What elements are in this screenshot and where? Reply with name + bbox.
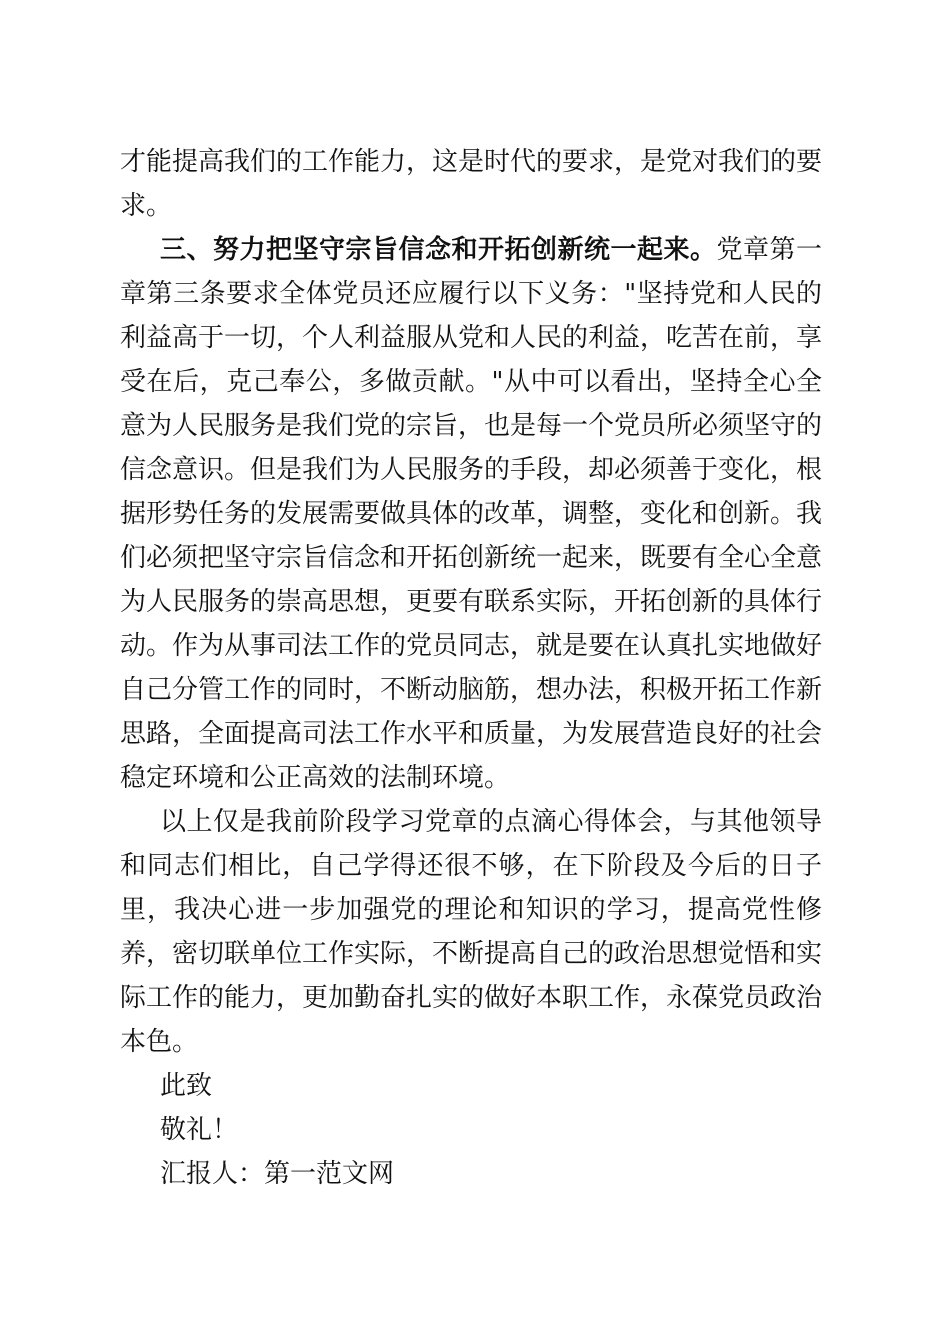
paragraph-text: 才能提高我们的工作能力，这是时代的要求，是党对我们的要求。 [120,147,823,221]
paragraph-text: 以上仅是我前阶段学习党章的点滴心得体会，与其他领导和同志们相比，自己学得还很不够，在下阶段及今后的日子里，我决心进一步加强党的理论和知识的学习，提高党性修养，密切联单位工作实际，不断提高自己的政治思想觉悟和实际工作的能力，更加勤奋扎实的做好本职工作，永葆党员政治本色。 [120,807,823,1057]
section-heading: 三、努力把坚守宗旨信念和开拓创新统一起来。 [160,235,717,265]
paragraph-section-three [120,228,822,800]
document-page [120,140,822,1196]
closing-salutation: 此致 [160,1071,213,1101]
paragraph-conclusion [120,800,822,1064]
paragraph-text: 党章第一章第三条要求全体党员还应履行以下义务："坚持党和人民的利益高于一切，个人利益服从党和人民的利益，吃苦在前，享受在后，克己奉公，多做贡献。"从中可以看出，坚持全心全意为人民服务是我们党的宗旨，也是每一个党员所必须坚守的信念意识。但是我们为人民服务的手段，却必须善于变化，根据形势任务的发展需要做具体的改革，调整，变化和创新。我们必须把坚守宗旨信念和开拓创新统一起来，既要有全心全意为人民服务的崇高思想，更要有联系实际，开拓创新的具体行动。作为从事司法工作的党员同志，就是要在认真扎实地做好自己分管工作的同时，不断动脑筋，想办法，积极开拓工作新思路，全面提高司法工作水平和质量，为发展营造良好的社会稳定环境和公正高效的法制环境。 [120,235,823,793]
paragraph-continuation [120,140,822,228]
closing-signature: 汇报人：第一范文网 [160,1159,395,1189]
closing-regards: 敬礼！ [160,1115,239,1145]
